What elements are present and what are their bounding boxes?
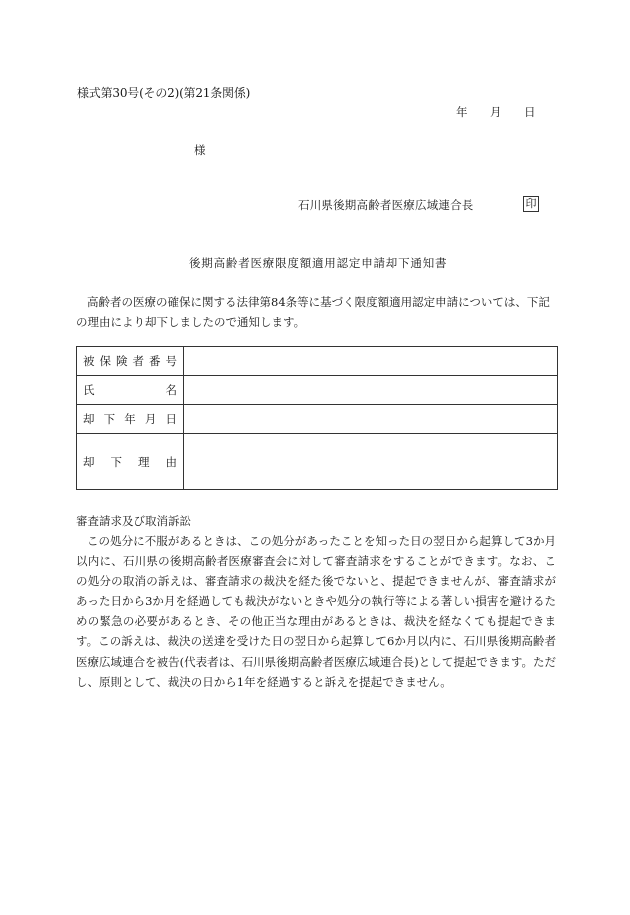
label-char: 下	[103, 412, 116, 426]
insured-number-label	[83, 353, 177, 369]
date-line	[456, 104, 536, 120]
label-char: 由	[165, 454, 177, 469]
label-char: 理	[138, 454, 150, 469]
date-year-label: 年	[456, 105, 468, 119]
lead-paragraph: 高齢者の医療の確保に関する法律第84条等に基づく限度額適用認定申請については、下記の理由により却下しましたので通知します。	[76, 295, 550, 329]
table-row	[77, 376, 558, 405]
date-month-label: 月	[490, 105, 502, 119]
rejection-reason-value	[184, 434, 558, 490]
rejection-reason-label-cell	[77, 434, 184, 490]
label-char: 却	[83, 454, 95, 469]
rejection-reason-label	[83, 454, 177, 470]
name-label-cell	[77, 376, 184, 405]
document-title: 後期高齢者医療限度額適用認定申請却下通知書	[189, 256, 448, 270]
name-label	[83, 382, 177, 398]
label-char: 険	[116, 354, 128, 368]
table-row	[77, 347, 558, 376]
insured-number-label-cell	[77, 347, 184, 376]
table-row	[77, 434, 558, 490]
label-char: 年	[124, 412, 136, 426]
label-char: 月	[144, 412, 157, 426]
seal-mark: 印	[523, 196, 539, 212]
appeal-section-body: この処分に不服があるときは、この処分があったことを知った日の翌日から起算して3か月以内に、石川県の後期高齢者医療審査会に対して審査請求をすることができます。なお、この処分の取消の訴えは、審査請求の裁決を経た後でないと、提起できませんが、審査請求があった日から3か月を経過しても裁決がないときや処分の執行等による著しい損害を避けるための緊急の必要があるとき、その他正当な理由があるときは、裁決を経なくても提起できます。この訴えは、裁決の送達を受けた日の翌日から起算して6か月以内に、石川県後期高齢者医療広域連合を被告(代表者は、石川県後期高齢者医療広域連合長)として提起できます。ただし、原則として、裁決の日から1年を経過すると訴えを提起できません。	[76, 534, 556, 689]
label-char: 号	[165, 354, 177, 368]
label-char: 被	[83, 354, 95, 368]
label-char: 番	[149, 354, 161, 368]
insured-number-value	[184, 347, 558, 376]
notice-table	[76, 346, 558, 490]
label-char: 却	[83, 412, 95, 426]
label-char: 名	[165, 383, 177, 397]
appeal-section-title: 審査請求及び取消訴訟	[76, 514, 191, 528]
rejection-date-label	[83, 411, 177, 427]
label-char: 保	[99, 354, 111, 368]
form-number: 様式第30号(その2)(第21条関係)	[77, 86, 251, 100]
table-row	[77, 405, 558, 434]
label-char: 下	[110, 454, 122, 469]
date-day-label: 日	[524, 105, 536, 119]
rejection-date-label-cell	[77, 405, 184, 434]
name-value	[184, 376, 558, 405]
label-char: 氏	[83, 383, 95, 397]
label-char: 者	[132, 354, 144, 368]
issuer-name: 石川県後期高齢者医療広域連合長	[298, 198, 474, 212]
rejection-date-value	[184, 405, 558, 434]
label-char: 日	[165, 412, 177, 426]
addressee-honorific: 様	[194, 143, 206, 157]
